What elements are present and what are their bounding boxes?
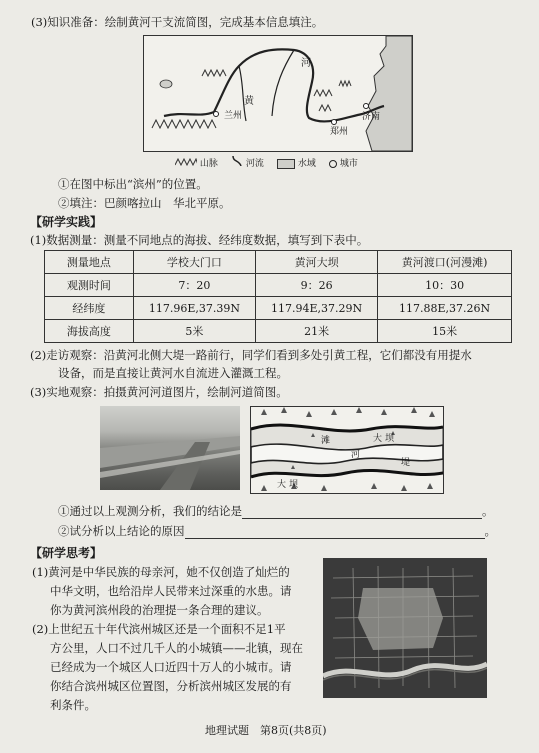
practice-q2-line1: (2)走访观察：沿黄河北侧大堤一路前行，同学们看到多处引黄工程，它们都没有用提水: [30, 348, 472, 362]
water-legend-icon: [277, 159, 295, 169]
thinking-q1-line: (1)黄河是中华民族的母亲河，她不仅创造了灿烂的: [32, 565, 290, 579]
answer-conclusion: ①通过以上观测分析，我们的结论是 。: [58, 504, 494, 518]
sketch-label-he: 河: [351, 450, 361, 460]
thinking-q2-line: (2)上世纪五十年代滨州城区还是一个面积不足1平: [32, 622, 286, 636]
map-label-lanzhou: 兰州: [224, 111, 243, 121]
table-cell: 21米: [256, 320, 378, 343]
table-row: [45, 320, 512, 343]
table-cell: 7：20: [133, 274, 255, 297]
task-mark-binzhou: ①在图中标出“滨州”的位置。: [58, 177, 208, 191]
map-label-jinan: 济南: [362, 112, 381, 122]
yellow-river-sketch-map: [143, 35, 413, 152]
city-map-drawing: [323, 558, 487, 698]
legend-city: 城市: [329, 156, 358, 169]
table-row: [45, 274, 512, 297]
sketch-label-di: 堤: [401, 458, 411, 468]
practice-q3: (3)实地观察：拍摄黄河河道图片，绘制河道简图。: [30, 385, 288, 399]
table-cell: 117.88E,37.26N: [378, 297, 512, 320]
thinking-q1-line: 你为黄河滨州段的治理提一条合理的建议。: [50, 603, 269, 617]
thinking-q2-line: 利条件。: [50, 698, 96, 712]
river-map-drawing: [144, 36, 412, 151]
map-legend: [175, 152, 415, 169]
table-cell: 117.94E,37.29N: [256, 297, 378, 320]
lake-shape: [160, 80, 172, 88]
table-row: [45, 297, 512, 320]
city-legend-icon: [329, 160, 337, 168]
binzhou-city-map: [323, 558, 487, 698]
answer-line[interactable]: [185, 526, 485, 539]
table-header-cell: 黄河大坝: [256, 251, 378, 274]
map-label-he: 河: [301, 58, 311, 69]
thinking-q1-line: 中华文明，也给沿岸人民带来过深重的水患。请: [50, 584, 292, 598]
map-label-huang: 黄: [244, 96, 254, 107]
city-marker-jinan: [364, 104, 369, 109]
table-header-row: [45, 251, 512, 274]
legend-river: 河流: [231, 156, 264, 169]
legend-water: 水域: [277, 156, 316, 169]
thinking-q2-line: 你结合滨州城区位置图，分析滨州城区发展的有: [50, 679, 292, 693]
map-label-zhengzhou: 郑州: [330, 127, 349, 137]
river-channel-sketch: [250, 406, 444, 494]
research-practice-title: 【研学实践】: [30, 215, 103, 229]
sketch-label-da: 大: [373, 434, 383, 444]
page-footer: 地理试题 第8页(共8页): [205, 724, 327, 737]
city-marker-lanzhou: [214, 112, 219, 117]
table-cell: 9：26: [256, 274, 378, 297]
river-photo: [100, 406, 240, 490]
sketch-label-tan: 滩: [321, 436, 331, 446]
river-photo-scene: [100, 406, 240, 490]
table-cell: 117.96E,37.39N: [133, 297, 255, 320]
table-cell: 5米: [133, 320, 255, 343]
question-3-heading: (3)知识准备：绘制黄河干支流简图，完成基本信息填注。: [31, 15, 324, 29]
practice-q2-line2: 设备，而是直接让黄河水自流进入灌溉工程。: [58, 366, 288, 380]
thinking-q2-line: 方公里，人口不过几千人的小城镇——北镇，现在: [50, 641, 303, 655]
answer-reason: ②试分析以上结论的原因 。: [58, 524, 496, 538]
table-header-cell: 测量地点: [45, 251, 134, 274]
table-header-cell: 学校大门口: [133, 251, 255, 274]
table-cell: 经纬度: [45, 297, 134, 320]
thinking-q2-line: 已经成为一个城区人口近四十万人的小城市。请: [50, 660, 292, 674]
task-fill-names: ②填注：巴颜喀拉山 华北平原。: [58, 196, 231, 210]
table-header-cell: 黄河渡口(河漫滩): [378, 251, 512, 274]
research-thinking-title: 【研学思考】: [30, 546, 103, 560]
table-cell: 15米: [378, 320, 512, 343]
river-legend-icon: [231, 156, 243, 166]
table-cell: 观测时间: [45, 274, 134, 297]
tributary-line: [272, 50, 294, 116]
sketch-label-da-2: 大: [277, 480, 287, 490]
table-cell: 海拔高度: [45, 320, 134, 343]
practice-q1: (1)数据测量：测量不同地点的海拔、经纬度数据，填写到下表中。: [30, 233, 369, 247]
answer-line[interactable]: [242, 506, 482, 519]
table-cell: 10：30: [378, 274, 512, 297]
measurement-table: [44, 250, 512, 343]
mountain-legend-icon: [175, 158, 197, 166]
legend-mountain: 山脉: [175, 156, 218, 169]
sketch-label-ba-2: 坝: [289, 480, 299, 490]
sketch-label-ba: 坝: [385, 434, 395, 444]
